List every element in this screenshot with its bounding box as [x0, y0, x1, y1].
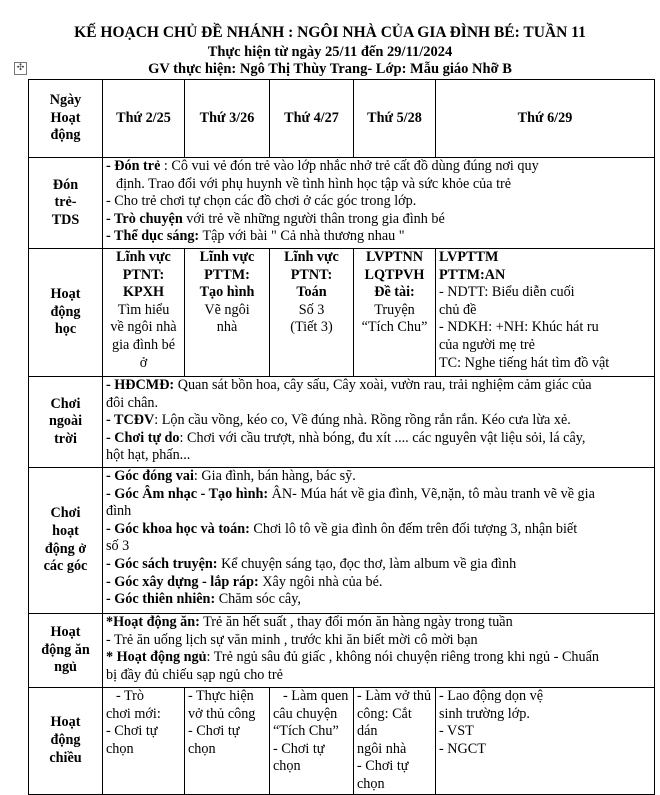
day-header-tue: Thứ 3/26 [185, 80, 270, 158]
day-header-thu: Thứ 5/28 [354, 80, 436, 158]
hoc-wed: Lĩnh vực PTNT: Toán Số 3 (Tiết 3) [270, 249, 354, 377]
chieu-wed: - Làm quen câu chuyện “Tích Chu” - Chơi tự chọn [270, 688, 354, 795]
page-title: KẾ HOẠCH CHỦ ĐỀ NHÁNH : NGÔI NHÀ CỦA GIA ĐÌNH BÉ: TUẦN 11 [74, 24, 586, 41]
chieu-thu: - Làm vở thủ công: Cắt dán ngôi nhà - Chơi tự chọn [354, 688, 436, 795]
don-tre-content: - Đón trẻ : Cô vui vẻ đón trẻ vào lớp nhắc nhở trẻ cất đồ dùng đúng nơi quy định. Trao đổi với phụ huynh về tình hình học tập và sức khỏe của trẻ - Cho trẻ chơi tự chọn các đồ chơi ở các góc trong lớp. - Trò chuyện với trẻ về những người thân trong gia đình bé - Thể dục sáng: Tập với bài " Cả nhà thương nhau " [103, 158, 655, 249]
an-ngu-content: *Hoạt động ăn: Trẻ ăn hết suất , thay đổi món ăn hàng ngày trong tuần - Trẻ ăn uống lịch sự văn minh , trước khi ăn biết mời cô mời bạn * Hoạt động ngủ: Trẻ ngủ sâu đủ giấc , không nói chuyện riêng trong khi ngủ - Chuẩn bị đầy đủ chiếu sạp ngủ cho trẻ [103, 614, 655, 688]
date-range: Thực hiện từ ngày 25/11 đến 29/11/2024 [207, 44, 453, 60]
row-label-chieu: Hoạt động chiều [29, 688, 103, 795]
row-hoat-dong-chieu [29, 688, 655, 795]
teacher-info: GV thực hiện: Ngô Thị Thùy Trang- Lớp: Mẫu giáo Nhỡ B [148, 61, 512, 77]
row-label-ngoai-troi: Chơi ngoài trời [29, 377, 103, 468]
hoc-mon: Lĩnh vực PTNT: KPXH Tìm hiểu về ngôi nhà gia đình bé ở [103, 249, 185, 377]
hoc-tue: Lĩnh vực PTTM: Tạo hình Vẽ ngôi nhà [185, 249, 270, 377]
row-don-tre [29, 158, 655, 249]
goc-content: - Góc đóng vai: Gia đình, bán hàng, bác sỹ. - Góc Âm nhạc - Tạo hình: ÂN- Múa hát về gia đình, Vẽ,nặn, tô màu tranh vẽ về gia đình - Góc khoa học và toán: Chơi lô tô về gia đình ôn đếm trên đối tượng 3, nhận biết số 3 - Góc sách truyện: Kể chuyện sáng tạo, đọc thơ, làm album về gia đình - Góc xây dựng - lắp ráp: Xây ngôi nhà của bé. - Góc thiên nhiên: Chăm sóc cây, [103, 468, 655, 614]
table-move-handle-icon[interactable]: ✣ [14, 62, 27, 75]
hoc-fri: LVPTTM PTTM:AN - NDTT: Biểu diễn cuối chủ đề - NDKH: +NH: Khúc hát ru của người mẹ trẻ TC: Nghe tiếng hát tìm đồ vật [436, 249, 655, 377]
ngoai-troi-content: - HĐCMĐ: Quan sát bồn hoa, cây sấu, Cây xoài, vườn rau, trải nghiệm cảm giác của đôi chân. - TCĐV: Lộn cầu vồng, kéo co, Về đúng nhà. Rồng rồng rắn rắn. Kéo cưa lừa xẻ. - Chơi tự do: Chơi với cầu trượt, nhà bóng, đu xít .... các nguyên vật liệu sỏi, lá cây, hột hạt, phấn... [103, 377, 655, 468]
weekly-plan-table [28, 79, 655, 795]
chieu-fri: - Lao động dọn vệ sinh trường lớp. - VST - NGCT [436, 688, 655, 795]
row-label-hoc: Hoạt động học [29, 249, 103, 377]
chieu-mon: - Trò chơi mới: - Chơi tự chọn [103, 688, 185, 795]
day-header-fri: Thứ 6/29 [436, 80, 655, 158]
row-label-don-tre: Đón trẻ- TDS [29, 158, 103, 249]
corner-cell: Ngày Hoạt động [29, 80, 103, 158]
day-header-mon: Thứ 2/25 [103, 80, 185, 158]
day-header-wed: Thứ 4/27 [270, 80, 354, 158]
table-header-row [29, 80, 655, 158]
chieu-tue: - Thực hiện vở thủ công - Chơi tự chọn [185, 688, 270, 795]
row-label-goc: Chơi hoạt động ở các góc [29, 468, 103, 614]
row-choi-ngoai-troi [29, 377, 655, 468]
row-hoat-dong-hoc [29, 249, 655, 377]
row-an-ngu [29, 614, 655, 688]
row-choi-cac-goc [29, 468, 655, 614]
row-label-an-ngu: Hoạt động ăn ngủ [29, 614, 103, 688]
hoc-thu: LVPTNN LQTPVH Đề tài: Truyện “Tích Chu” [354, 249, 436, 377]
